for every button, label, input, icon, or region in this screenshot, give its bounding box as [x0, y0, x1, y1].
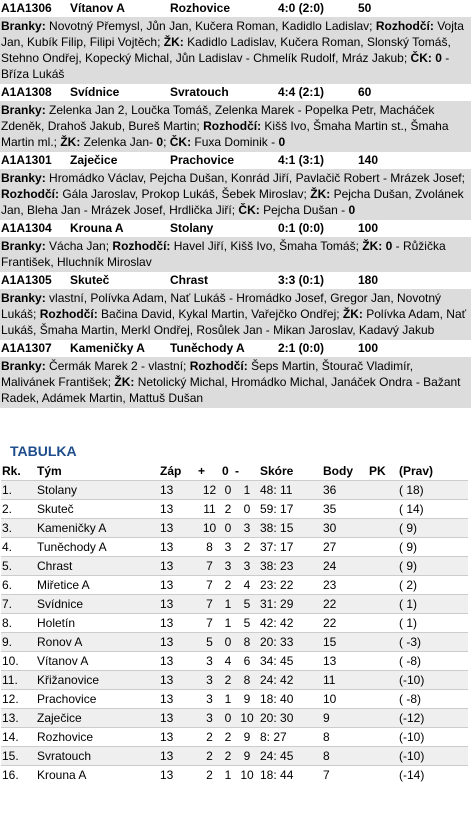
attendance: 50 — [358, 1, 372, 15]
cell-points: 24 — [322, 557, 368, 576]
cell-rank: 15. — [1, 747, 36, 766]
cell-points: 8 — [322, 728, 368, 747]
cell-points: 36 — [322, 481, 368, 500]
cell-played: 13 — [159, 481, 197, 500]
cell-pk — [368, 481, 398, 500]
cell-pk — [368, 595, 398, 614]
detail-label: Rozhodčí: — [112, 239, 171, 253]
cell-pk — [368, 728, 398, 747]
cell-score: 8: 27 — [259, 728, 322, 747]
detail-label: 0 — [278, 135, 286, 149]
cell-points: 23 — [322, 576, 368, 595]
detail-label: Rozhodčí: — [1, 187, 59, 201]
cell-draws: 3 — [221, 538, 234, 557]
home-team: Krouna A — [70, 221, 124, 235]
cell-draws: 1 — [221, 595, 234, 614]
away-team: Rozhovice — [170, 1, 231, 15]
cell-played: 13 — [159, 690, 197, 709]
cell-points: 7 — [322, 766, 368, 785]
cell-pk — [368, 709, 398, 728]
cell-played: 13 — [159, 614, 197, 633]
cell-score: 38: 23 — [259, 557, 322, 576]
cell-truth: (-10) — [398, 747, 468, 766]
cell-draws: 1 — [221, 690, 234, 709]
table-row — [1, 709, 468, 728]
cell-truth: ( 1) — [398, 595, 468, 614]
cell-draws: 4 — [221, 652, 234, 671]
cell-truth: ( 9) — [398, 519, 468, 538]
cell-losses: 9 — [234, 728, 259, 747]
cell-losses: 9 — [234, 747, 259, 766]
match-header — [0, 152, 471, 169]
cell-team: Svídnice — [36, 595, 159, 614]
cell-wins: 3 — [197, 690, 221, 709]
table-header-row — [1, 462, 468, 481]
detail-label: 0 — [348, 203, 356, 217]
attendance: 60 — [358, 85, 372, 99]
attendance: 180 — [358, 273, 379, 287]
detail-text: Netolický Michal, Hromádko Michal, Janáček Ondra - Bažant Radek, Adámek Martin, Mattuš Dušan — [1, 375, 461, 405]
cell-rank: 5. — [1, 557, 36, 576]
home-team: Svídnice — [70, 85, 120, 99]
cell-played: 13 — [159, 747, 197, 766]
detail-label: ŽK: — [60, 135, 81, 149]
cell-rank: 14. — [1, 728, 36, 747]
cell-rank: 1. — [1, 481, 36, 500]
detail-text: Fuxa Dominik - — [191, 135, 279, 149]
cell-losses: 8 — [234, 633, 259, 652]
detail-label: Branky: — [1, 19, 46, 33]
cell-score: 23: 22 — [259, 576, 322, 595]
cell-rank: 16. — [1, 766, 36, 785]
cell-team: Rozhovice — [36, 728, 159, 747]
match-report — [0, 340, 471, 408]
cell-played: 13 — [159, 500, 197, 519]
cell-wins: 3 — [197, 652, 221, 671]
cell-losses: 1 — [234, 481, 259, 500]
cell-rank: 4. — [1, 538, 36, 557]
match-report — [0, 84, 471, 152]
table-row — [1, 519, 468, 538]
cell-truth: ( 9) — [398, 557, 468, 576]
cell-played: 13 — [159, 557, 197, 576]
cell-points: 22 — [322, 614, 368, 633]
cell-losses: 4 — [234, 576, 259, 595]
detail-text: Gála Jaroslav, Prokop Lukáš, Šebek Miroslav; — [59, 187, 311, 201]
detail-text: ; — [163, 135, 170, 149]
cell-played: 13 — [159, 728, 197, 747]
detail-text: vlastní, Polívka Adam, Nať Lukáš - Hromádko Josef, Gregor Jan, Novotný Lukáš; — [1, 291, 442, 321]
match-reports — [0, 0, 471, 408]
cell-wins: 7 — [197, 595, 221, 614]
match-report — [0, 152, 471, 220]
cell-pk — [368, 500, 398, 519]
cell-score: 48: 11 — [259, 481, 322, 500]
cell-rank: 12. — [1, 690, 36, 709]
detail-label: Rozhodčí: — [189, 359, 248, 373]
detail-label: 0 — [385, 239, 393, 253]
away-team: Tuněchody A — [170, 341, 245, 355]
detail-text: Čermák Marek 2 - vlastní; — [45, 359, 190, 373]
table-row — [1, 766, 468, 785]
home-team: Kameničky A — [70, 341, 145, 355]
cell-score: 31: 29 — [259, 595, 322, 614]
cell-pk — [368, 671, 398, 690]
detail-text: Vojta Jan, Kubík Filip, Filipi Vojtěch; — [1, 19, 464, 49]
cell-played: 13 — [159, 671, 197, 690]
detail-label: Branky: — [1, 359, 46, 373]
cell-draws: 0 — [221, 519, 234, 538]
match-score: 4:0 (2:0) — [278, 1, 325, 15]
table-title: TABULKA — [10, 443, 77, 459]
cell-truth: ( 18) — [398, 481, 468, 500]
detail-text: Zelenka Jan 2, Loučka Tomáš, Zelenka Marek - Popelka Petr, Macháček Zdeněk, Drahoš Jakub, Bureš Martin; — [1, 103, 435, 133]
cell-losses: 0 — [234, 500, 259, 519]
cell-score: 20: 33 — [259, 633, 322, 652]
home-team: Skuteč — [70, 273, 110, 287]
table-row — [1, 557, 468, 576]
cell-points: 10 — [322, 690, 368, 709]
cell-truth: ( -8) — [398, 690, 468, 709]
match-details — [0, 357, 471, 408]
cell-score: 42: 42 — [259, 614, 322, 633]
header-played: Záp — [160, 464, 182, 478]
cell-team: Kameničky A — [36, 519, 159, 538]
match-code: A1A1305 — [1, 273, 52, 287]
cell-played: 13 — [159, 519, 197, 538]
table-row — [1, 728, 468, 747]
cell-truth: ( 14) — [398, 500, 468, 519]
away-team: Svratouch — [170, 85, 229, 99]
header-pk: PK — [369, 464, 386, 478]
detail-text: Šeps Martin, Štourač Vladimír, Malivánek František; — [1, 359, 414, 389]
cell-pk — [368, 633, 398, 652]
cell-points: 27 — [322, 538, 368, 557]
cell-truth: (-10) — [398, 671, 468, 690]
match-details — [0, 169, 471, 220]
match-header — [0, 340, 471, 357]
cell-losses: 3 — [234, 557, 259, 576]
cell-draws: 2 — [221, 500, 234, 519]
cell-points: 8 — [322, 747, 368, 766]
detail-text: Bačina David, Kykal Martin, Vařejčko Ondřej; — [97, 307, 343, 321]
cell-points: 35 — [322, 500, 368, 519]
match-report — [0, 272, 471, 340]
detail-label: 0 — [156, 135, 164, 149]
cell-team: Miřetice A — [36, 576, 159, 595]
detail-label: ŽK: — [342, 307, 363, 321]
detail-label: ČK: — [238, 203, 260, 217]
cell-pk — [368, 690, 398, 709]
detail-label: Branky: — [1, 171, 46, 185]
cell-team: Chrast — [36, 557, 159, 576]
cell-pk — [368, 747, 398, 766]
cell-team: Holetín — [36, 614, 159, 633]
cell-truth: (-14) — [398, 766, 468, 785]
attendance: 100 — [358, 341, 379, 355]
cell-points: 11 — [322, 671, 368, 690]
detail-text: Hromádko Václav, Pejcha Dušan, Konrád Jiří, Pavlačič Robert - Mrázek Josef; — [45, 171, 465, 185]
cell-losses: 9 — [234, 690, 259, 709]
detail-text: Zelenka Jan- — [80, 135, 157, 149]
match-code: A1A1308 — [1, 85, 52, 99]
cell-pk — [368, 519, 398, 538]
cell-rank: 10. — [1, 652, 36, 671]
table-row — [1, 500, 468, 519]
match-header — [0, 272, 471, 289]
cell-truth: (-10) — [398, 728, 468, 747]
cell-wins: 2 — [197, 747, 221, 766]
cell-losses: 2 — [234, 538, 259, 557]
detail-text: Vácha Jan; — [45, 239, 113, 253]
cell-draws: 0 — [221, 481, 234, 500]
cell-truth: ( -3) — [398, 633, 468, 652]
detail-label: Branky: — [1, 103, 46, 117]
match-report — [0, 0, 471, 84]
cell-points: 15 — [322, 633, 368, 652]
cell-team: Tuněchody A — [36, 538, 159, 557]
cell-points: 9 — [322, 709, 368, 728]
cell-truth: ( 1) — [398, 614, 468, 633]
table-row — [1, 538, 468, 557]
detail-text: Havel Jiří, Kišš Ivo, Šmaha Tomáš; — [170, 239, 363, 253]
detail-label: ŽK: — [310, 187, 331, 201]
cell-score: 38: 15 — [259, 519, 322, 538]
away-team: Chrast — [170, 273, 209, 287]
detail-label: 0 — [435, 51, 442, 65]
cell-team: Prachovice — [36, 690, 159, 709]
cell-truth: ( -8) — [398, 652, 468, 671]
table-row — [1, 595, 468, 614]
cell-score: 34: 45 — [259, 652, 322, 671]
cell-played: 13 — [159, 766, 197, 785]
cell-losses: 8 — [234, 671, 259, 690]
detail-label: ČK: — [410, 51, 432, 65]
header-losses: - — [235, 464, 239, 478]
match-details — [0, 237, 471, 272]
header-rank: Rk. — [2, 464, 21, 478]
table-row — [1, 633, 468, 652]
detail-label: ŽK: — [362, 239, 383, 253]
cell-pk — [368, 576, 398, 595]
cell-points: 30 — [322, 519, 368, 538]
cell-losses: 5 — [234, 595, 259, 614]
cell-rank: 2. — [1, 500, 36, 519]
header-draws: 0 — [222, 464, 229, 478]
match-code: A1A1304 — [1, 221, 52, 235]
cell-rank: 11. — [1, 671, 36, 690]
match-score: 0:1 (0:0) — [278, 221, 325, 235]
match-header — [0, 84, 471, 101]
cell-draws: 2 — [221, 576, 234, 595]
cell-team: Zaječice — [36, 709, 159, 728]
cell-played: 13 — [159, 652, 197, 671]
cell-score: 24: 45 — [259, 747, 322, 766]
cell-wins: 5 — [197, 633, 221, 652]
table-row — [1, 652, 468, 671]
cell-team: Svratouch — [36, 747, 159, 766]
table-row — [1, 671, 468, 690]
cell-draws: 1 — [221, 766, 234, 785]
cell-score: 18: 44 — [259, 766, 322, 785]
cell-draws: 0 — [221, 633, 234, 652]
detail-label: Rozhodčí: — [39, 307, 98, 321]
cell-rank: 3. — [1, 519, 36, 538]
cell-losses: 10 — [234, 766, 259, 785]
cell-losses: 3 — [234, 519, 259, 538]
match-code: A1A1301 — [1, 153, 52, 167]
match-score: 3:3 (0:1) — [278, 273, 325, 287]
cell-points: 13 — [322, 652, 368, 671]
detail-text: Polívka Adam, Nať Lukáš, Šmaha Martin, Merkl Ondřej, Rosůlek Jan - Mikan Jaroslav, Kadavý Jakub — [1, 307, 467, 337]
cell-wins: 7 — [197, 557, 221, 576]
detail-text: Kadidlo Ladislav, Kučera Roman, Slonský Tomáš, Stehno Ondřej, Kopecký Michal, Jůn Ladislav - Chmelík Rudolf, Mráz Jakub; — [1, 35, 451, 65]
cell-played: 13 — [159, 576, 197, 595]
detail-label: Branky: — [1, 291, 46, 305]
cell-pk — [368, 614, 398, 633]
match-code: A1A1307 — [1, 341, 52, 355]
cell-truth: ( 9) — [398, 538, 468, 557]
match-score: 4:1 (3:1) — [278, 153, 325, 167]
cell-rank: 13. — [1, 709, 36, 728]
cell-wins: 12 — [197, 481, 221, 500]
away-team: Stolany — [170, 221, 214, 235]
cell-truth: ( 2) — [398, 576, 468, 595]
cell-rank: 7. — [1, 595, 36, 614]
cell-wins: 10 — [197, 519, 221, 538]
cell-wins: 2 — [197, 766, 221, 785]
cell-score: 20: 30 — [259, 709, 322, 728]
standings-table — [1, 462, 468, 784]
cell-team: Skuteč — [36, 500, 159, 519]
table-row — [1, 614, 468, 633]
cell-wins: 3 — [197, 709, 221, 728]
cell-draws: 1 — [221, 614, 234, 633]
match-score: 4:4 (2:1) — [278, 85, 325, 99]
detail-label: Branky: — [1, 239, 46, 253]
cell-points: 22 — [322, 595, 368, 614]
cell-team: Stolany — [36, 481, 159, 500]
cell-score: 18: 40 — [259, 690, 322, 709]
cell-pk — [368, 557, 398, 576]
match-score: 2:1 (0:0) — [278, 341, 325, 355]
cell-wins: 7 — [197, 576, 221, 595]
cell-team: Křižanovice — [36, 671, 159, 690]
match-details — [0, 101, 471, 152]
detail-text: Pejcha Dušan, Zvolánek Jan, Bleha Jan - Mrázek Josef, Hrdlička Jiří; — [1, 187, 464, 217]
table-row — [1, 747, 468, 766]
cell-losses: 6 — [234, 652, 259, 671]
detail-text: - Bříza Lukáš — [1, 51, 450, 81]
match-details — [0, 17, 471, 84]
cell-draws: 0 — [221, 709, 234, 728]
cell-draws: 2 — [221, 747, 234, 766]
cell-truth: (-12) — [398, 709, 468, 728]
attendance: 140 — [358, 153, 379, 167]
detail-text: Novotný Přemysl, Jůn Jan, Kučera Roman, Kadidlo Ladislav; — [45, 19, 376, 33]
detail-label: ŽK: — [114, 375, 135, 389]
cell-wins: 11 — [197, 500, 221, 519]
cell-team: Ronov A — [36, 633, 159, 652]
header-truth: (Prav) — [399, 464, 434, 478]
away-team: Prachovice — [170, 153, 235, 167]
cell-rank: 8. — [1, 614, 36, 633]
cell-team: Vítanov A — [36, 652, 159, 671]
cell-score: 37: 17 — [259, 538, 322, 557]
home-team: Vítanov A — [70, 1, 125, 15]
cell-score: 59: 17 — [259, 500, 322, 519]
detail-text: - Růžička František, Hluchník Miroslav — [1, 239, 446, 269]
cell-draws: 3 — [221, 557, 234, 576]
cell-pk — [368, 538, 398, 557]
cell-losses: 10 — [234, 709, 259, 728]
match-code: A1A1306 — [1, 1, 52, 15]
header-points: Body — [323, 464, 353, 478]
table-row — [1, 690, 468, 709]
cell-played: 13 — [159, 709, 197, 728]
table-row — [1, 481, 468, 500]
cell-played: 13 — [159, 595, 197, 614]
cell-score: 24: 42 — [259, 671, 322, 690]
cell-losses: 5 — [234, 614, 259, 633]
match-header — [0, 0, 471, 17]
cell-team: Krouna A — [36, 766, 159, 785]
match-details — [0, 289, 471, 340]
cell-pk — [368, 652, 398, 671]
match-report — [0, 220, 471, 272]
table-row — [1, 576, 468, 595]
header-score: Skóre — [260, 464, 294, 478]
detail-label: Rozhodčí: — [203, 119, 262, 133]
detail-text: Pejcha Dušan - — [259, 203, 349, 217]
detail-text: Kišš Ivo, Šmaha Martin st., Šmaha Martin ml.; — [1, 119, 449, 149]
match-header — [0, 220, 471, 237]
home-team: Zaječice — [70, 153, 118, 167]
cell-rank: 6. — [1, 576, 36, 595]
cell-draws: 2 — [221, 671, 234, 690]
cell-draws: 2 — [221, 728, 234, 747]
cell-wins: 8 — [197, 538, 221, 557]
detail-label: ŽK: — [163, 35, 184, 49]
cell-wins: 7 — [197, 614, 221, 633]
cell-played: 13 — [159, 538, 197, 557]
attendance: 100 — [358, 221, 379, 235]
cell-played: 13 — [159, 633, 197, 652]
header-wins: + — [198, 464, 206, 478]
cell-wins: 2 — [197, 728, 221, 747]
cell-wins: 3 — [197, 671, 221, 690]
detail-label: Rozhodčí: — [375, 19, 434, 33]
header-team: Tým — [37, 464, 62, 478]
cell-pk — [368, 766, 398, 785]
cell-rank: 9. — [1, 633, 36, 652]
detail-label: ČK: — [169, 135, 192, 149]
